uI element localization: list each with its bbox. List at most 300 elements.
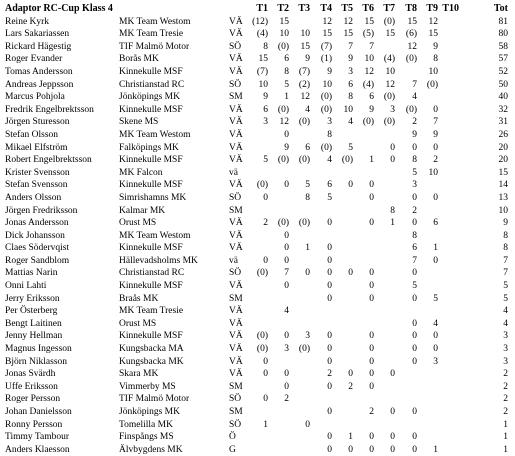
total-score: 7: [503, 255, 508, 266]
score-t6: 12: [364, 66, 374, 77]
score-t7: (0): [383, 92, 395, 103]
score-t1: 1: [263, 419, 268, 430]
score-t8: 0: [412, 293, 417, 304]
score-t8: 2: [412, 205, 417, 216]
score-t8: 7: [412, 79, 417, 90]
score-t3: (0): [298, 344, 310, 355]
club-name: Hällevadsholms MK: [119, 255, 198, 266]
table-row: [3, 41, 513, 54]
district: SM: [229, 205, 243, 216]
club-name: MK Team Westom: [119, 230, 191, 241]
club-name: Christianstad RC: [119, 79, 185, 90]
score-t1: (0): [256, 180, 268, 191]
score-t7: 0: [390, 407, 395, 417]
total-score: 8: [503, 243, 508, 254]
driver-name: Magnus Ingesson: [5, 344, 72, 355]
table-row: [3, 179, 513, 192]
score-t6: 0: [369, 180, 374, 191]
district: VÄ: [229, 29, 243, 40]
club-name: Kinnekulle MSF: [119, 180, 183, 191]
score-t5: 9: [348, 54, 353, 65]
score-t6: (0): [362, 117, 374, 128]
total-score: 14: [498, 180, 508, 191]
score-t4: 5: [327, 192, 332, 203]
driver-name: Reine Kyrk: [5, 16, 50, 27]
table-row: [3, 255, 513, 268]
score-t8: 0: [412, 444, 417, 455]
score-t8: (6): [405, 29, 417, 40]
score-t4: 0: [327, 281, 332, 292]
score-t1: (7): [256, 66, 268, 77]
district: VÄ: [229, 243, 243, 254]
total-score: 13: [498, 192, 508, 203]
header-t1: T1: [256, 3, 268, 14]
score-t2: 2: [284, 394, 289, 405]
district: Ö: [229, 432, 236, 443]
score-t4: 9: [327, 66, 332, 77]
score-t2: 0: [284, 331, 289, 342]
score-t6: 2: [369, 407, 374, 417]
club-name: MK Team Westom: [119, 16, 191, 27]
driver-name: Claes Södervqist: [5, 243, 70, 254]
score-t9: 1: [433, 243, 438, 254]
club-name: Simrishamns MK: [119, 192, 187, 203]
score-t8: 15: [407, 16, 417, 27]
club-name: Kalmar MK: [119, 205, 166, 216]
score-t2: 10: [279, 29, 289, 40]
total-score: 20: [498, 142, 508, 153]
score-t3: (0): [298, 155, 310, 166]
score-t6: 1: [369, 155, 374, 166]
score-t2: 0: [284, 243, 289, 254]
total-score: 10: [498, 205, 508, 216]
score-t4: (1): [320, 54, 332, 65]
score-t8: 6: [412, 243, 417, 254]
score-t2: (0): [277, 155, 289, 166]
driver-name: Roger Evander: [5, 54, 63, 65]
total-score: 15: [498, 167, 508, 178]
table-row: [3, 79, 513, 92]
total-score: 2: [503, 369, 508, 380]
club-name: Christianstad RC: [119, 268, 185, 279]
total-score: 50: [498, 79, 508, 90]
score-t9: 1: [433, 444, 438, 455]
driver-name: Anders Klaesson: [5, 444, 70, 455]
driver-name: Bengt Laitinen: [5, 318, 62, 329]
district: VÄ: [229, 306, 243, 317]
score-t7: 0: [390, 369, 395, 380]
score-t1: 0: [263, 255, 268, 266]
score-t3: (0): [298, 218, 310, 229]
club-name: Tomelilla MK: [119, 419, 173, 430]
district: VÄ: [229, 104, 243, 115]
table-row: [3, 167, 513, 180]
score-t8: 0: [412, 331, 417, 342]
table-row: [3, 154, 513, 167]
table-row: [3, 356, 513, 369]
score-t6: 0: [369, 293, 374, 304]
score-t1: (0): [256, 268, 268, 279]
district: VÄ: [229, 129, 243, 140]
driver-name: Timmy Tambour: [5, 432, 69, 443]
score-t6: 0: [369, 381, 374, 392]
table-row: [3, 368, 513, 381]
score-t9: 3: [433, 356, 438, 367]
driver-name: Jonas Svärdh: [5, 369, 56, 380]
score-t3: 5: [305, 180, 310, 191]
district: SÖ: [229, 41, 242, 52]
score-t7: 12: [385, 79, 395, 90]
driver-name: Jerry Eriksson: [5, 293, 60, 304]
score-t8: 8: [412, 230, 417, 241]
driver-name: Fredrik Engelbrektsson: [5, 104, 94, 115]
table-row: [3, 66, 513, 79]
total-score: 52: [498, 66, 508, 77]
score-t1: 0: [263, 192, 268, 203]
total-score: 1: [503, 432, 508, 443]
score-t2: 9: [284, 142, 289, 153]
total-score: 8: [503, 230, 508, 241]
score-t9: 7: [433, 117, 438, 128]
score-t4: 0: [327, 381, 332, 392]
table-row: [3, 381, 513, 394]
score-t1: 10: [258, 79, 268, 90]
score-t2: 15: [279, 16, 289, 27]
table-row: [3, 267, 513, 280]
driver-name: Jonas Andersson: [5, 218, 69, 229]
club-name: Kinnekulle MSF: [119, 281, 183, 292]
district: VÄ: [229, 318, 243, 329]
score-t4: 0: [327, 268, 332, 279]
club-name: Jönköpings MK: [119, 407, 180, 417]
district: SÖ: [229, 394, 242, 405]
club-name: Borås MK: [119, 54, 159, 65]
district: VÄ: [229, 218, 243, 229]
table-row: [3, 16, 513, 29]
district: VÄ: [229, 230, 243, 241]
total-score: 80: [498, 29, 508, 40]
district: SM: [229, 381, 243, 392]
score-t7: 0: [390, 142, 395, 153]
driver-name: Uffe Eriksson: [5, 381, 58, 392]
score-t4: 0: [327, 407, 332, 417]
total-score: 1: [503, 444, 508, 455]
district: VÄ: [229, 281, 243, 292]
total-score: 5: [503, 281, 508, 292]
score-t4: 10: [322, 79, 332, 90]
district: SM: [229, 92, 243, 103]
score-t2: (0): [277, 218, 289, 229]
score-t5: 0: [348, 444, 353, 455]
total-score: 58: [498, 41, 508, 52]
table-row: [3, 393, 513, 406]
score-t2: 1: [284, 92, 289, 103]
district: SM: [229, 293, 243, 304]
club-name: MK Falcon: [119, 167, 163, 178]
score-t8: (0): [405, 104, 417, 115]
score-t1: 6: [263, 104, 268, 115]
club-name: Kinnekulle MSF: [119, 331, 183, 342]
score-t4: 6: [327, 180, 332, 191]
score-t4: 0: [327, 356, 332, 367]
club-name: Kinnekulle MSF: [119, 243, 183, 254]
score-t8: 9: [412, 129, 417, 140]
score-t8: 0: [412, 142, 417, 153]
score-t3: 15: [300, 41, 310, 52]
score-t8: 3: [412, 180, 417, 191]
score-t8: 0: [412, 432, 417, 443]
score-t4: 0: [327, 331, 332, 342]
score-t8: 0: [412, 344, 417, 355]
score-t5: 0: [348, 268, 353, 279]
score-t3: 6: [305, 142, 310, 153]
score-t4: 0: [327, 293, 332, 304]
driver-name: Roger Persson: [5, 394, 61, 405]
club-name: Orust MS: [119, 218, 157, 229]
club-name: TIF Malmö Motor: [119, 41, 190, 52]
score-t5: 12: [343, 16, 353, 27]
score-t9: 0: [433, 142, 438, 153]
table-row: [3, 242, 513, 255]
district: VÄ: [229, 117, 243, 128]
score-t8: (0): [405, 54, 417, 65]
driver-name: Jenny Hellman: [5, 331, 63, 342]
table-row: [3, 53, 513, 66]
score-t6: (4): [362, 79, 374, 90]
driver-name: Krister Svensson: [5, 167, 70, 178]
total-score: 9: [503, 218, 508, 229]
table-row: [3, 116, 513, 129]
score-t6: 7: [369, 41, 374, 52]
club-name: MK Team Tresie: [119, 29, 184, 40]
score-t2: 12: [279, 117, 289, 128]
header-t4: T4: [320, 3, 332, 14]
score-t8: 0: [412, 268, 417, 279]
score-t7: (0): [383, 16, 395, 27]
table-row: [3, 104, 513, 117]
header-t8: T8: [405, 3, 417, 14]
score-t2: 4: [284, 306, 289, 317]
results-table: [3, 16, 513, 456]
score-t9: 5: [433, 293, 438, 304]
driver-name: Dick Johansson: [5, 230, 65, 241]
district: VÄ: [229, 331, 243, 342]
score-t3: 0: [305, 419, 310, 430]
page-title: Adaptor RC-Cup Klass 4: [5, 3, 113, 14]
district: VÄ: [229, 155, 243, 166]
table-row: [3, 406, 513, 419]
score-t9: 10: [428, 66, 438, 77]
score-t5: 0: [348, 369, 353, 380]
club-name: TIF Malmö Motor: [119, 394, 190, 405]
score-t9: 12: [428, 16, 438, 27]
score-t8: 2: [412, 117, 417, 128]
score-t9: 8: [433, 54, 438, 65]
district: VÄ: [229, 66, 243, 77]
driver-name: Ronny Persson: [5, 419, 63, 430]
club-name: Orust MS: [119, 318, 157, 329]
total-score: 26: [498, 129, 508, 140]
total-score: 20: [498, 155, 508, 166]
score-t2: (0): [277, 41, 289, 52]
table-header: [3, 3, 513, 16]
score-t3: 0: [305, 268, 310, 279]
driver-name: Jörgen Sturesson: [5, 117, 70, 128]
score-t5: 8: [348, 92, 353, 103]
score-t9: 10: [428, 167, 438, 178]
score-t5: 4: [348, 117, 353, 128]
total-score: 4: [503, 306, 508, 317]
score-t1: 0: [263, 394, 268, 405]
score-t6: 0: [369, 432, 374, 443]
score-t9: 9: [433, 129, 438, 140]
score-t1: 9: [263, 92, 268, 103]
score-t1: (12): [252, 16, 268, 27]
score-t5: 0: [348, 180, 353, 191]
score-t4: 0: [327, 218, 332, 229]
score-t9: 0: [433, 344, 438, 355]
club-name: Skara MK: [119, 369, 159, 380]
club-name: Finspångs MS: [119, 432, 174, 443]
score-t3: 3: [305, 331, 310, 342]
club-name: Falköpings MK: [119, 142, 179, 153]
score-t7: 3: [390, 104, 395, 115]
score-t4: (0): [320, 142, 332, 153]
district: vä: [229, 167, 238, 178]
score-t6: 0: [369, 268, 374, 279]
table-row: [3, 318, 513, 331]
score-t2: 0: [284, 381, 289, 392]
score-t4: (0): [320, 92, 332, 103]
score-t1: 0: [263, 356, 268, 367]
score-t6: 0: [369, 356, 374, 367]
score-t6: 9: [369, 104, 374, 115]
total-score: 7: [503, 268, 508, 279]
score-t8: 0: [412, 318, 417, 329]
total-score: 2: [503, 394, 508, 405]
score-t6: 10: [364, 54, 374, 65]
district: VÄ: [229, 142, 243, 153]
score-t1: 0: [263, 369, 268, 380]
score-t7: 0: [390, 432, 395, 443]
score-t6: 0: [369, 331, 374, 342]
score-t5: 5: [348, 142, 353, 153]
score-t1: 3: [263, 117, 268, 128]
score-t4: (7): [320, 41, 332, 52]
driver-name: Johan Danielsson: [5, 407, 72, 417]
score-t8: 8: [412, 155, 417, 166]
driver-name: Stefan Svensson: [5, 180, 68, 191]
score-t9: 0: [433, 331, 438, 342]
driver-name: Rickard Hägestig: [5, 41, 72, 52]
score-t8: 0: [412, 407, 417, 417]
district: SÖ: [229, 192, 242, 203]
score-t7: (0): [383, 117, 395, 128]
score-t6: 0: [369, 218, 374, 229]
score-t6: 6: [369, 92, 374, 103]
table-row: [3, 280, 513, 293]
score-t6: 15: [364, 16, 374, 27]
score-t6: 0: [369, 344, 374, 355]
score-t7: 10: [385, 66, 395, 77]
score-t8: 4: [412, 92, 417, 103]
driver-name: Andreas Jeppsson: [5, 79, 74, 90]
table-row: [3, 205, 513, 218]
total-score: 3: [503, 331, 508, 342]
driver-name: Marcus Pohjola: [5, 92, 65, 103]
total-score: 3: [503, 344, 508, 355]
score-t1: 5: [263, 155, 268, 166]
score-t7: 8: [390, 205, 395, 216]
score-t9: 15: [428, 29, 438, 40]
total-score: 2: [503, 381, 508, 392]
score-t4: 0: [327, 344, 332, 355]
club-name: Vimmerby MS: [119, 381, 176, 392]
table-row: [3, 230, 513, 243]
district: VÄ: [229, 344, 243, 355]
district: SM: [229, 407, 243, 417]
score-t7: 1: [390, 218, 395, 229]
total-score: 40: [498, 92, 508, 103]
score-t8: 5: [412, 167, 417, 178]
driver-name: Jörgen Fredriksson: [5, 205, 78, 216]
district: SÖ: [229, 268, 242, 279]
score-t1: 2: [263, 218, 268, 229]
score-t9: 0: [433, 104, 438, 115]
score-t1: (0): [256, 344, 268, 355]
score-t1: (4): [256, 29, 268, 40]
score-t3: 4: [305, 104, 310, 115]
table-row: [3, 305, 513, 318]
club-name: MK Team Tresie: [119, 306, 184, 317]
header-t3: T3: [298, 3, 310, 14]
score-t2: 0: [284, 255, 289, 266]
score-t7: 15: [385, 29, 395, 40]
driver-name: Per Österberg: [5, 306, 58, 317]
driver-name: Roger Sandblom: [5, 255, 70, 266]
club-name: Kinnekulle MSF: [119, 155, 183, 166]
club-name: Kinnekulle MSF: [119, 104, 183, 115]
score-t9: 9: [433, 41, 438, 52]
club-name: Skene MS: [119, 117, 159, 128]
score-t5: 1: [348, 432, 353, 443]
total-score: 57: [498, 54, 508, 65]
score-t2: 0: [284, 281, 289, 292]
score-t9: 2: [433, 155, 438, 166]
score-t7: 0: [390, 444, 395, 455]
club-name: MK Team Westom: [119, 129, 191, 140]
score-t5: 3: [348, 66, 353, 77]
total-score: 2: [503, 407, 508, 417]
score-t4: 12: [322, 16, 332, 27]
total-score: 5: [503, 293, 508, 304]
district: VÄ: [229, 356, 243, 367]
district: VÄ: [229, 54, 243, 65]
score-t4: 4: [327, 155, 332, 166]
score-t8: 5: [412, 281, 417, 292]
score-t7: (4): [383, 54, 395, 65]
driver-name: Onni Lahti: [5, 281, 47, 292]
score-t3: 10: [300, 29, 310, 40]
table-row: [3, 142, 513, 155]
score-t9: 0: [433, 255, 438, 266]
table-row: [3, 419, 513, 432]
score-t3: 12: [300, 92, 310, 103]
driver-name: Stefan Olsson: [5, 129, 59, 140]
score-t3: 9: [305, 54, 310, 65]
table-row: [3, 129, 513, 142]
table-row: [3, 330, 513, 343]
